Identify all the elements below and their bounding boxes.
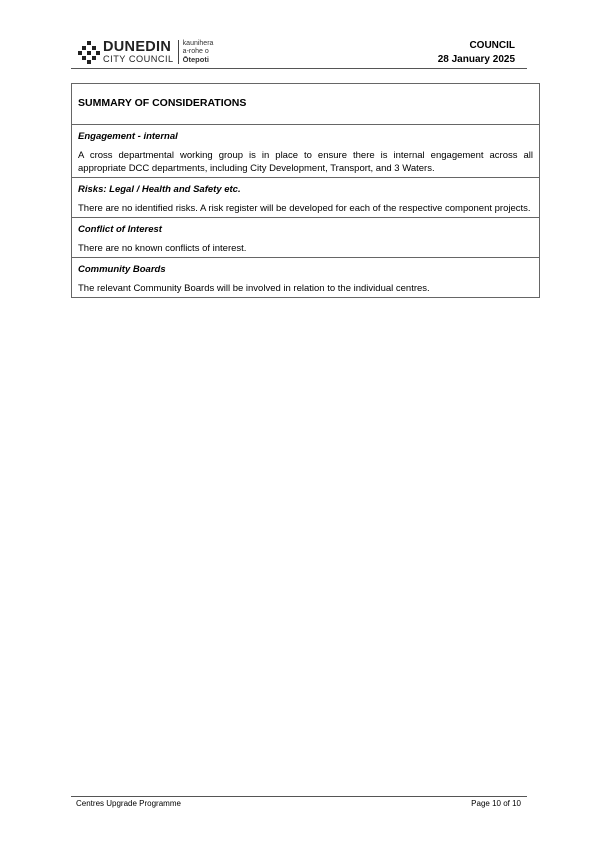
section-text: A cross departmental working group is in place to ensure there is internal engagement across all appropriate DCC departments, including City Development, Transport, and 3 Waters.	[78, 150, 533, 174]
dcc-logo-icon	[78, 40, 100, 64]
header-rule	[71, 68, 527, 69]
logo-maori-line2: a-rohe o	[182, 48, 209, 55]
logo-name-line2: CITY COUNCIL	[103, 54, 174, 65]
summary-of-considerations-table	[71, 83, 540, 298]
footer-document-title: Centres Upgrade Programme	[76, 799, 181, 808]
footer-page-number: Page 10 of 10	[471, 799, 521, 808]
logo-divider	[178, 40, 179, 64]
section-heading: Conflict of Interest	[78, 224, 162, 235]
section-text: There are no identified risks. A risk register will be developed for each of the respective component projects.	[78, 203, 531, 214]
section-conflict-of-interest	[72, 218, 539, 258]
section-heading: Engagement - internal	[78, 131, 178, 142]
logo-name-line1: DUNEDIN	[103, 38, 172, 55]
section-text: There are no known conflicts of interest.	[78, 243, 247, 254]
footer-rule	[71, 796, 527, 797]
section-community-boards	[72, 258, 539, 297]
section-engagement-internal	[72, 125, 539, 178]
section-heading: Community Boards	[78, 264, 166, 275]
summary-title: SUMMARY OF CONSIDERATIONS	[72, 84, 539, 125]
council-logo	[78, 38, 213, 66]
meeting-name: COUNCIL	[469, 40, 515, 51]
meeting-date: 28 January 2025	[437, 54, 515, 65]
section-heading: Risks: Legal / Health and Safety etc.	[78, 184, 241, 195]
logo-maori-line1: kaunihera	[182, 40, 214, 47]
header-meeting-info	[438, 39, 515, 67]
logo-maori-line3: Ōtepoti	[182, 55, 209, 64]
section-text: The relevant Community Boards will be involved in relation to the individual centres.	[78, 283, 430, 294]
section-risks	[72, 178, 539, 218]
